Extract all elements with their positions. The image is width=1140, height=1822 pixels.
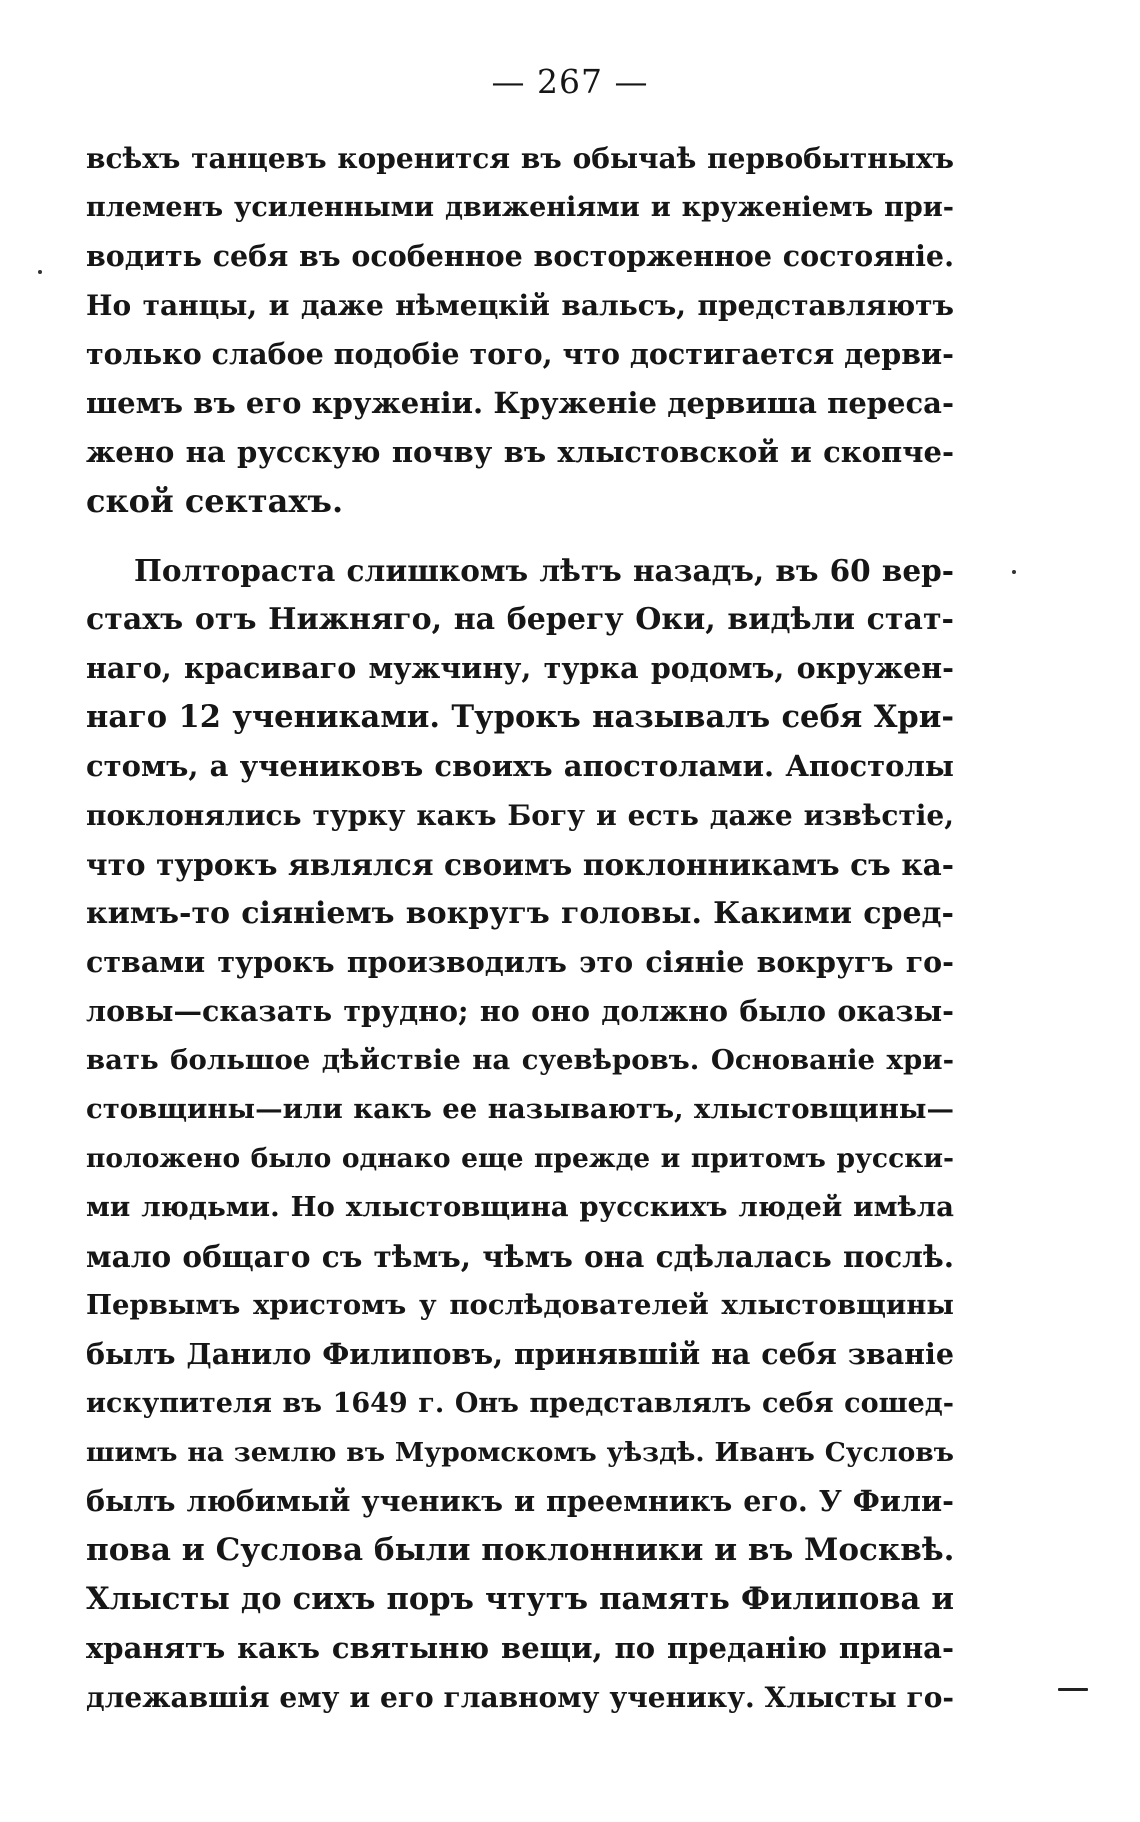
- text-line: ловы—сказать трудно; но оно должно было оказы-: [86, 994, 954, 1028]
- paragraph: [86, 546, 954, 1722]
- text-line: былъ любимый ученикъ и преемникъ его. У Фили-: [86, 1484, 954, 1518]
- text-line: шимъ на землю въ Муромскомъ уѣздѣ. Иванъ Сусловъ: [86, 1437, 954, 1468]
- text-line: ствами турокъ производилъ это сіяніе вокругъ го-: [86, 945, 954, 979]
- text-line: только слабое подобіе того, что достигается дерви-: [86, 337, 954, 371]
- text-line: ми людьми. Но хлыстовщина русскихъ людей имѣла: [86, 1191, 954, 1223]
- text-line: мало общаго съ тѣмъ, чѣмъ она сдѣлалась послѣ.: [86, 1239, 954, 1274]
- text-line: водить себя въ особенное восторженное состояніе.: [86, 239, 954, 273]
- text-line: наго, красиваго мужчину, турка родомъ, окружен-: [86, 651, 954, 685]
- text-line: длежавшія ему и его главному ученику. Хлысты го-: [86, 1681, 954, 1714]
- body-text: [86, 134, 954, 1722]
- text-line: всѣхъ танцевъ коренится въ обычаѣ первобытныхъ: [86, 142, 954, 175]
- text-line: шемъ въ его круженіи. Круженіе дервиша переса-: [86, 386, 954, 420]
- text-line: стовщины—или какъ ее называютъ, хлыстовщины—: [86, 1093, 954, 1125]
- text-line: искупителя въ 1649 г. Онъ представлялъ себя сошед-: [86, 1388, 954, 1419]
- text-line: племенъ усиленными движеніями и круженіемъ при-: [86, 192, 954, 223]
- text-line: стахъ отъ Нижняго, на берегу Оки, видѣли стат-: [86, 602, 954, 637]
- text-line: Первымъ христомъ у послѣдователей хлыстовщины: [86, 1289, 954, 1321]
- paragraph-gap: [86, 526, 954, 546]
- text-line: стомъ, а учениковъ своихъ апостолами. Апостолы: [86, 749, 954, 783]
- text-line: Полтораста слишкомъ лѣтъ назадъ, въ 60 вер-: [134, 553, 954, 588]
- text-line: что турокъ являлся своимъ поклонникамъ съ ка-: [86, 847, 954, 882]
- text-line: жено на русскую почву въ хлыстовской и скопче-: [86, 435, 954, 469]
- margin-speck-right: [1012, 570, 1016, 574]
- text-line: положено было однако еще прежде и притомъ русски-: [86, 1143, 954, 1174]
- margin-speck-left: [38, 270, 42, 274]
- text-line: былъ Данило Филиповъ, принявшій на себя званіе: [86, 1337, 954, 1371]
- text-line: Но танцы, и даже нѣмецкій вальсъ, представляютъ: [86, 289, 954, 322]
- text-line: пова и Суслова были поклонники и въ Москвѣ.: [86, 1532, 954, 1568]
- text-line: поклонялись турку какъ Богу и есть даже извѣстіе,: [86, 799, 954, 832]
- text-line: хранятъ какъ святыню вещи, по преданію прина-: [86, 1631, 954, 1665]
- paragraph: [86, 134, 954, 526]
- page-number: — 267 —: [491, 62, 649, 101]
- margin-mark: [1058, 1688, 1088, 1691]
- text-line: вать большое дѣйствіе на суевѣровъ. Основаніе хри-: [86, 1044, 954, 1076]
- text-line: наго 12 учениками. Турокъ называлъ себя Хри-: [86, 699, 954, 735]
- text-line: кимъ-то сіяніемъ вокругъ головы. Какими сред-: [86, 896, 954, 931]
- text-line: Хлысты до сихъ поръ чтутъ память Филипова и: [86, 1581, 954, 1617]
- text-line: ской сектахъ.: [86, 482, 344, 520]
